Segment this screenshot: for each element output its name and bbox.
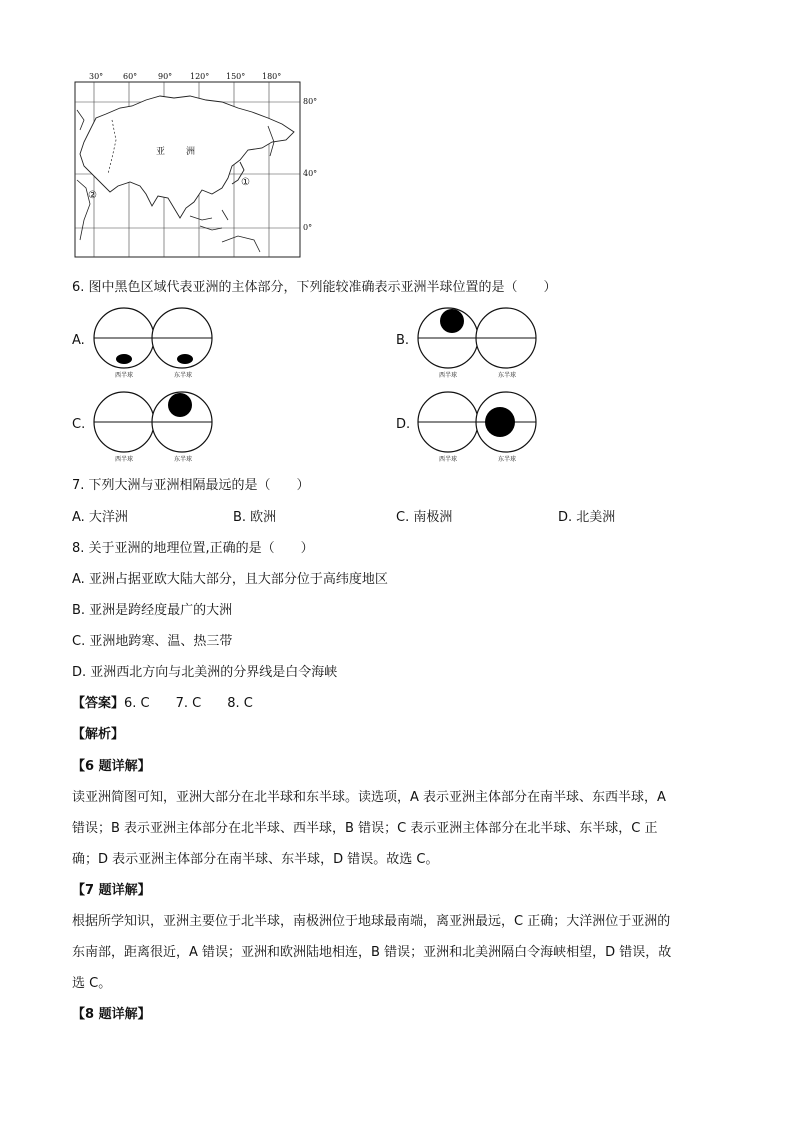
q7-option-d: D. 北美洲 [558, 510, 616, 525]
q6-option-a-letter: A. [72, 333, 85, 348]
east-hemisphere-label: 东半球 [498, 456, 517, 463]
lon-label: 120° [190, 72, 210, 81]
detail-6-line: 确；D 表示亚洲主体部分在南半球、东半球，D 错误。故选 C。 [72, 852, 439, 867]
east-hemisphere-label: 东半球 [174, 456, 193, 463]
asia-blob [177, 354, 193, 364]
asia-blob [168, 393, 192, 417]
west-hemisphere-label: 西半球 [439, 372, 458, 379]
west-hemisphere-label: 西半球 [115, 372, 134, 379]
q6-option-c-letter: C. [72, 417, 86, 432]
west-hemisphere-label: 西半球 [115, 456, 134, 463]
asia-map-svg [72, 70, 322, 260]
answer-values: 6. C 7. C 8. C [124, 696, 253, 711]
q7-option-b: B. 欧洲 [233, 510, 277, 525]
q7-option-a: A. 大洋洲 [72, 510, 128, 525]
west-hemisphere-label: 西半球 [439, 456, 458, 463]
q8-option-a: A. 亚洲占据亚欧大陆大部分，且大部分位于高纬度地区 [72, 572, 388, 587]
q7-option-c: C. 南极洲 [396, 510, 453, 525]
lon-label: 60° [123, 72, 138, 81]
detail-8-title: 【8 题详解】 [72, 1007, 151, 1022]
asia-blob [116, 354, 132, 364]
asia-blob [440, 309, 464, 333]
q8-stem: 8. 关于亚洲的地理位置,正确的是（ ） [72, 541, 314, 556]
q6-option-b-diagram [414, 302, 544, 382]
q6-option-a-diagram [90, 302, 220, 382]
region-label-zhou: 洲 [186, 147, 196, 157]
detail-7-line: 选 C。 [72, 976, 112, 991]
east-hemisphere-label: 东半球 [498, 372, 517, 379]
lon-label: 150° [226, 72, 246, 81]
analysis-tag: 【解析】 [72, 727, 125, 742]
answer-tag: 【答案】 [72, 696, 125, 711]
q6-option-c-diagram [90, 386, 220, 466]
lon-label: 30° [89, 72, 104, 81]
q6-option-d-letter: D. [396, 417, 411, 432]
detail-7-line: 根据所学知识，亚洲主要位于北半球，南极洲位于地球最南端，离亚洲最远，C 正确；大洋洲位于亚洲的 [72, 914, 671, 929]
lon-label: 90° [158, 72, 173, 81]
lat-label: 40° [303, 169, 318, 178]
region-label-ya: 亚 [156, 147, 166, 157]
asia-map-figure [72, 70, 322, 260]
detail-7-line: 东南部，距离很近，A 错误；亚洲和欧洲陆地相连，B 错误；亚洲和北美洲隔白令海峡相望，D 错误，故 [72, 945, 672, 960]
detail-6-line: 错误；B 表示亚洲主体部分在北半球、西半球，B 错误；C 表示亚洲主体部分在北半球、东半球，C 正 [72, 821, 658, 836]
q8-option-c: C. 亚洲地跨寒、温、热三带 [72, 634, 233, 649]
q8-option-b: B. 亚洲是跨经度最广的大洲 [72, 603, 233, 618]
detail-6-title: 【6 题详解】 [72, 759, 151, 774]
asia-blob [485, 407, 515, 437]
lat-label: 80° [303, 97, 318, 106]
east-hemisphere-label: 东半球 [174, 372, 193, 379]
marker-2: ② [88, 190, 97, 201]
q6-stem: 6. 图中黑色区域代表亚洲的主体部分，下列能较准确表示亚洲半球位置的是（ ） [72, 280, 557, 295]
lat-label: 0° [303, 223, 313, 232]
q8-option-d: D. 亚洲西北方向与北美洲的分界线是白令海峡 [72, 665, 338, 680]
detail-7-title: 【7 题详解】 [72, 883, 151, 898]
marker-1: ① [241, 177, 250, 188]
q6-option-b-letter: B. [396, 333, 410, 348]
q6-option-d-diagram [414, 386, 544, 466]
answer-line [72, 692, 253, 711]
lon-label: 180° [262, 72, 282, 81]
q7-stem: 7. 下列大洲与亚洲相隔最远的是（ ） [72, 478, 310, 493]
detail-6-line: 读亚洲简图可知，亚洲大部分在北半球和东半球。读选项，A 表示亚洲主体部分在南半球、东西半球，A [72, 790, 666, 805]
